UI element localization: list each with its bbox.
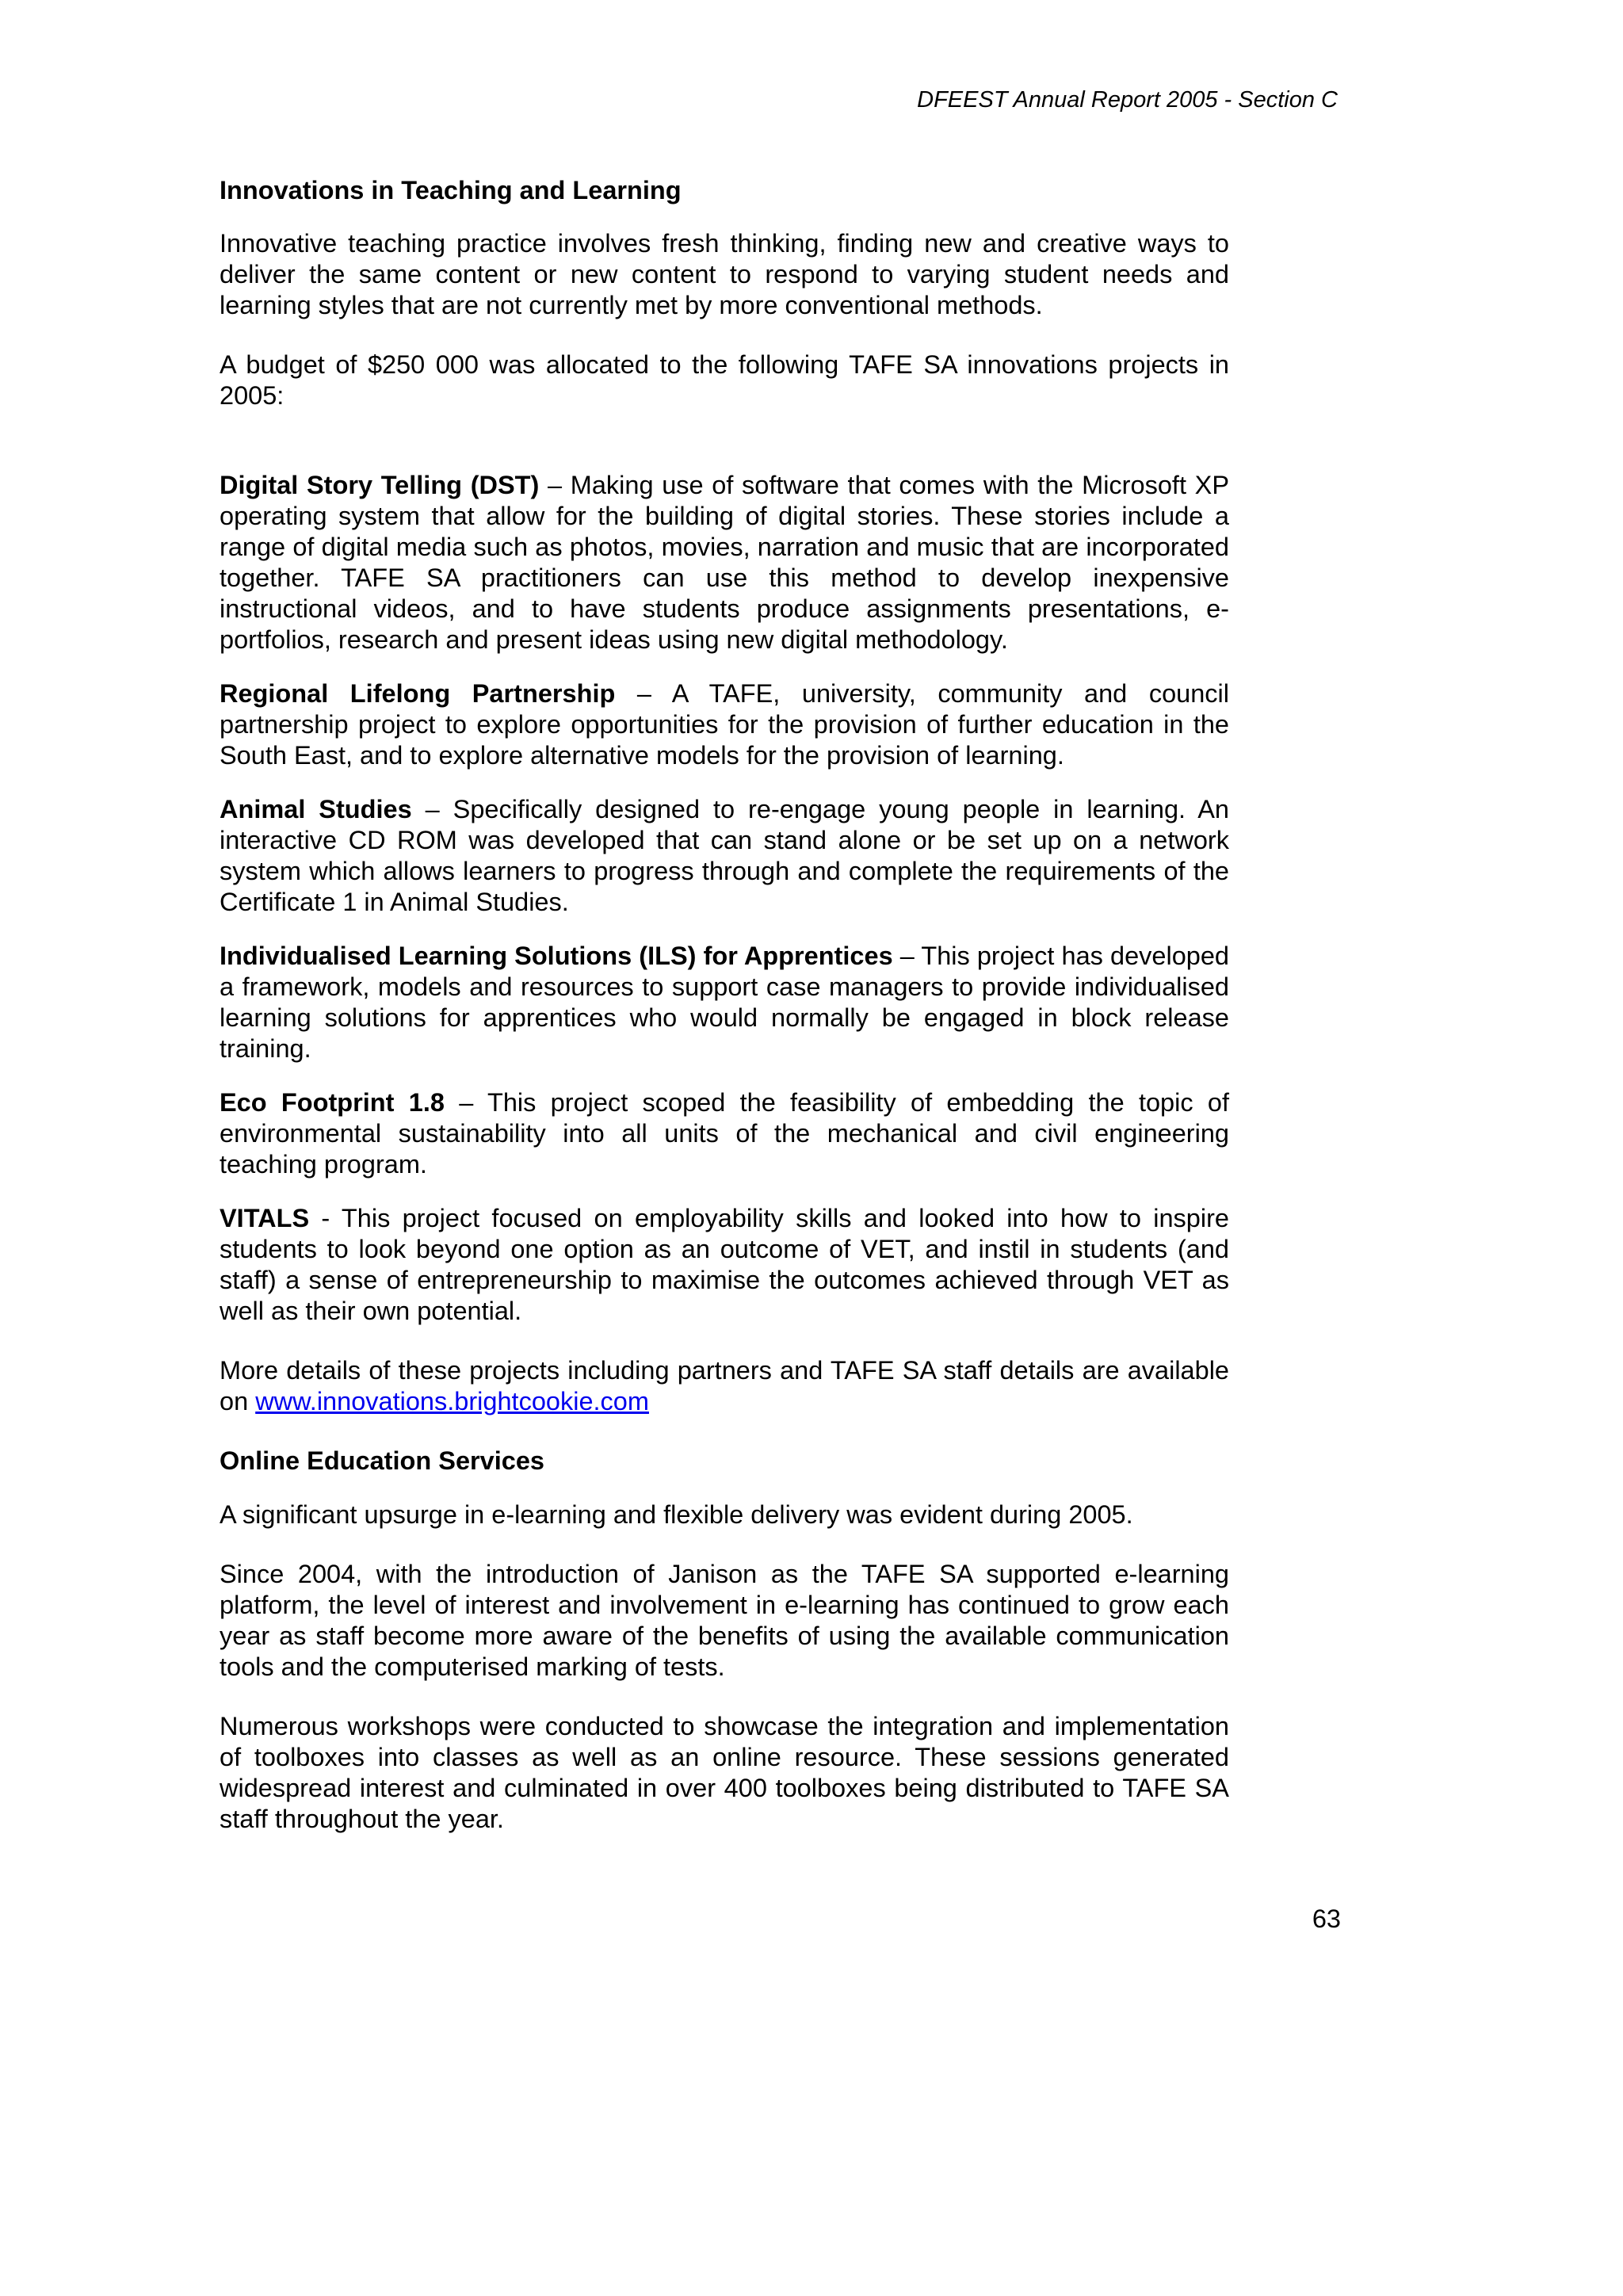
project-paragraph-ils-apprentices — [220, 941, 1229, 1064]
innovations-website-link[interactable]: www.innovations.brightcookie.com — [255, 1387, 649, 1415]
project-paragraph-dst — [220, 470, 1229, 655]
project-term: Eco Footprint 1.8 — [220, 1088, 445, 1117]
project-paragraph-regional-lifelong-partnership — [220, 678, 1229, 771]
page-number: 63 — [1312, 1904, 1341, 1933]
project-description: – Making use of software that comes with the Microsoft XP operating system that allow for the building of digital stories. These stories include a range of digital media such as photos, movies, narration and music that are incorporated together. TAFE SA practitioners can use this method to develop inexpensive instructional videos, and to have students produce assignments presentations, e-portfolios, research and present ideas using new digital methodology. — [220, 471, 1229, 654]
section-heading-online-education: Online Education Services — [220, 1446, 544, 1475]
project-description: – A TAFE, university, community and council partnership project to explore opportunities for the provision of further education in the South East, and to explore alternative models for the provision of learning. — [220, 679, 1229, 770]
online-paragraph-upsurge: A significant upsurge in e-learning and flexible delivery was evident during 2005. — [220, 1500, 1133, 1529]
project-term: Animal Studies — [220, 795, 412, 823]
project-description: – This project scoped the feasibility of embedding the topic of environmental sustainability into all units of the mechanical and civil engineering teaching program. — [220, 1088, 1229, 1179]
budget-paragraph: A budget of $250 000 was allocated to the following TAFE SA innovations projects in 2005: — [220, 350, 1229, 410]
project-paragraph-vitals — [220, 1203, 1229, 1327]
section-heading-innovations: Innovations in Teaching and Learning — [220, 176, 682, 204]
online-paragraph-janison: Since 2004, with the introduction of Janison as the TAFE SA supported e-learning platform, the level of interest and involvement in e-learning has continued to grow each year as staff become more aware of the benefits of using the available communication tools and the computerised marking of tests. — [220, 1560, 1229, 1681]
project-paragraph-animal-studies — [220, 794, 1229, 918]
project-term: Digital Story Telling (DST) — [220, 471, 540, 499]
project-description: – Specifically designed to re-engage young people in learning. An interactive CD ROM was developed that can stand alone or be set up on a network system which allows learners to progress through and complete the requirements of the Certificate 1 in Animal Studies. — [220, 795, 1229, 916]
project-details-paragraph — [220, 1355, 1229, 1417]
running-header: DFEEST Annual Report 2005 - Section C — [917, 87, 1338, 113]
page-content — [220, 173, 1229, 1835]
project-details-text: More details of these projects including partners and TAFE SA staff details are available on — [220, 1356, 1229, 1415]
project-paragraph-eco-footprint — [220, 1087, 1229, 1180]
project-description: - This project focused on employability skills and looked into how to inspire students to look beyond one option as an outcome of VET, and instil in students (and staff) a sense of entrepreneurship to maximise the outcomes achieved through VET as well as their own potential. — [220, 1204, 1229, 1325]
online-paragraph-workshops: Numerous workshops were conducted to showcase the integration and implementation of toolboxes into classes as well as an online resource. These sessions generated widespread interest and culminated in over 400 toolboxes being distributed to TAFE SA staff throughout the year. — [220, 1712, 1229, 1833]
project-description: – This project has developed a framework, models and resources to support case managers to provide individualised learning solutions for apprentices who would normally be engaged in block release training. — [220, 942, 1229, 1063]
innovations-intro-paragraph: Innovative teaching practice involves fresh thinking, finding new and creative ways to deliver the same content or new content to respond to varying student needs and learning styles that are not currently met by more conventional methods. — [220, 229, 1229, 319]
project-term: Individualised Learning Solutions (ILS) for Apprentices — [220, 942, 893, 970]
project-term: VITALS — [220, 1204, 310, 1232]
project-term: Regional Lifelong Partnership — [220, 679, 616, 708]
